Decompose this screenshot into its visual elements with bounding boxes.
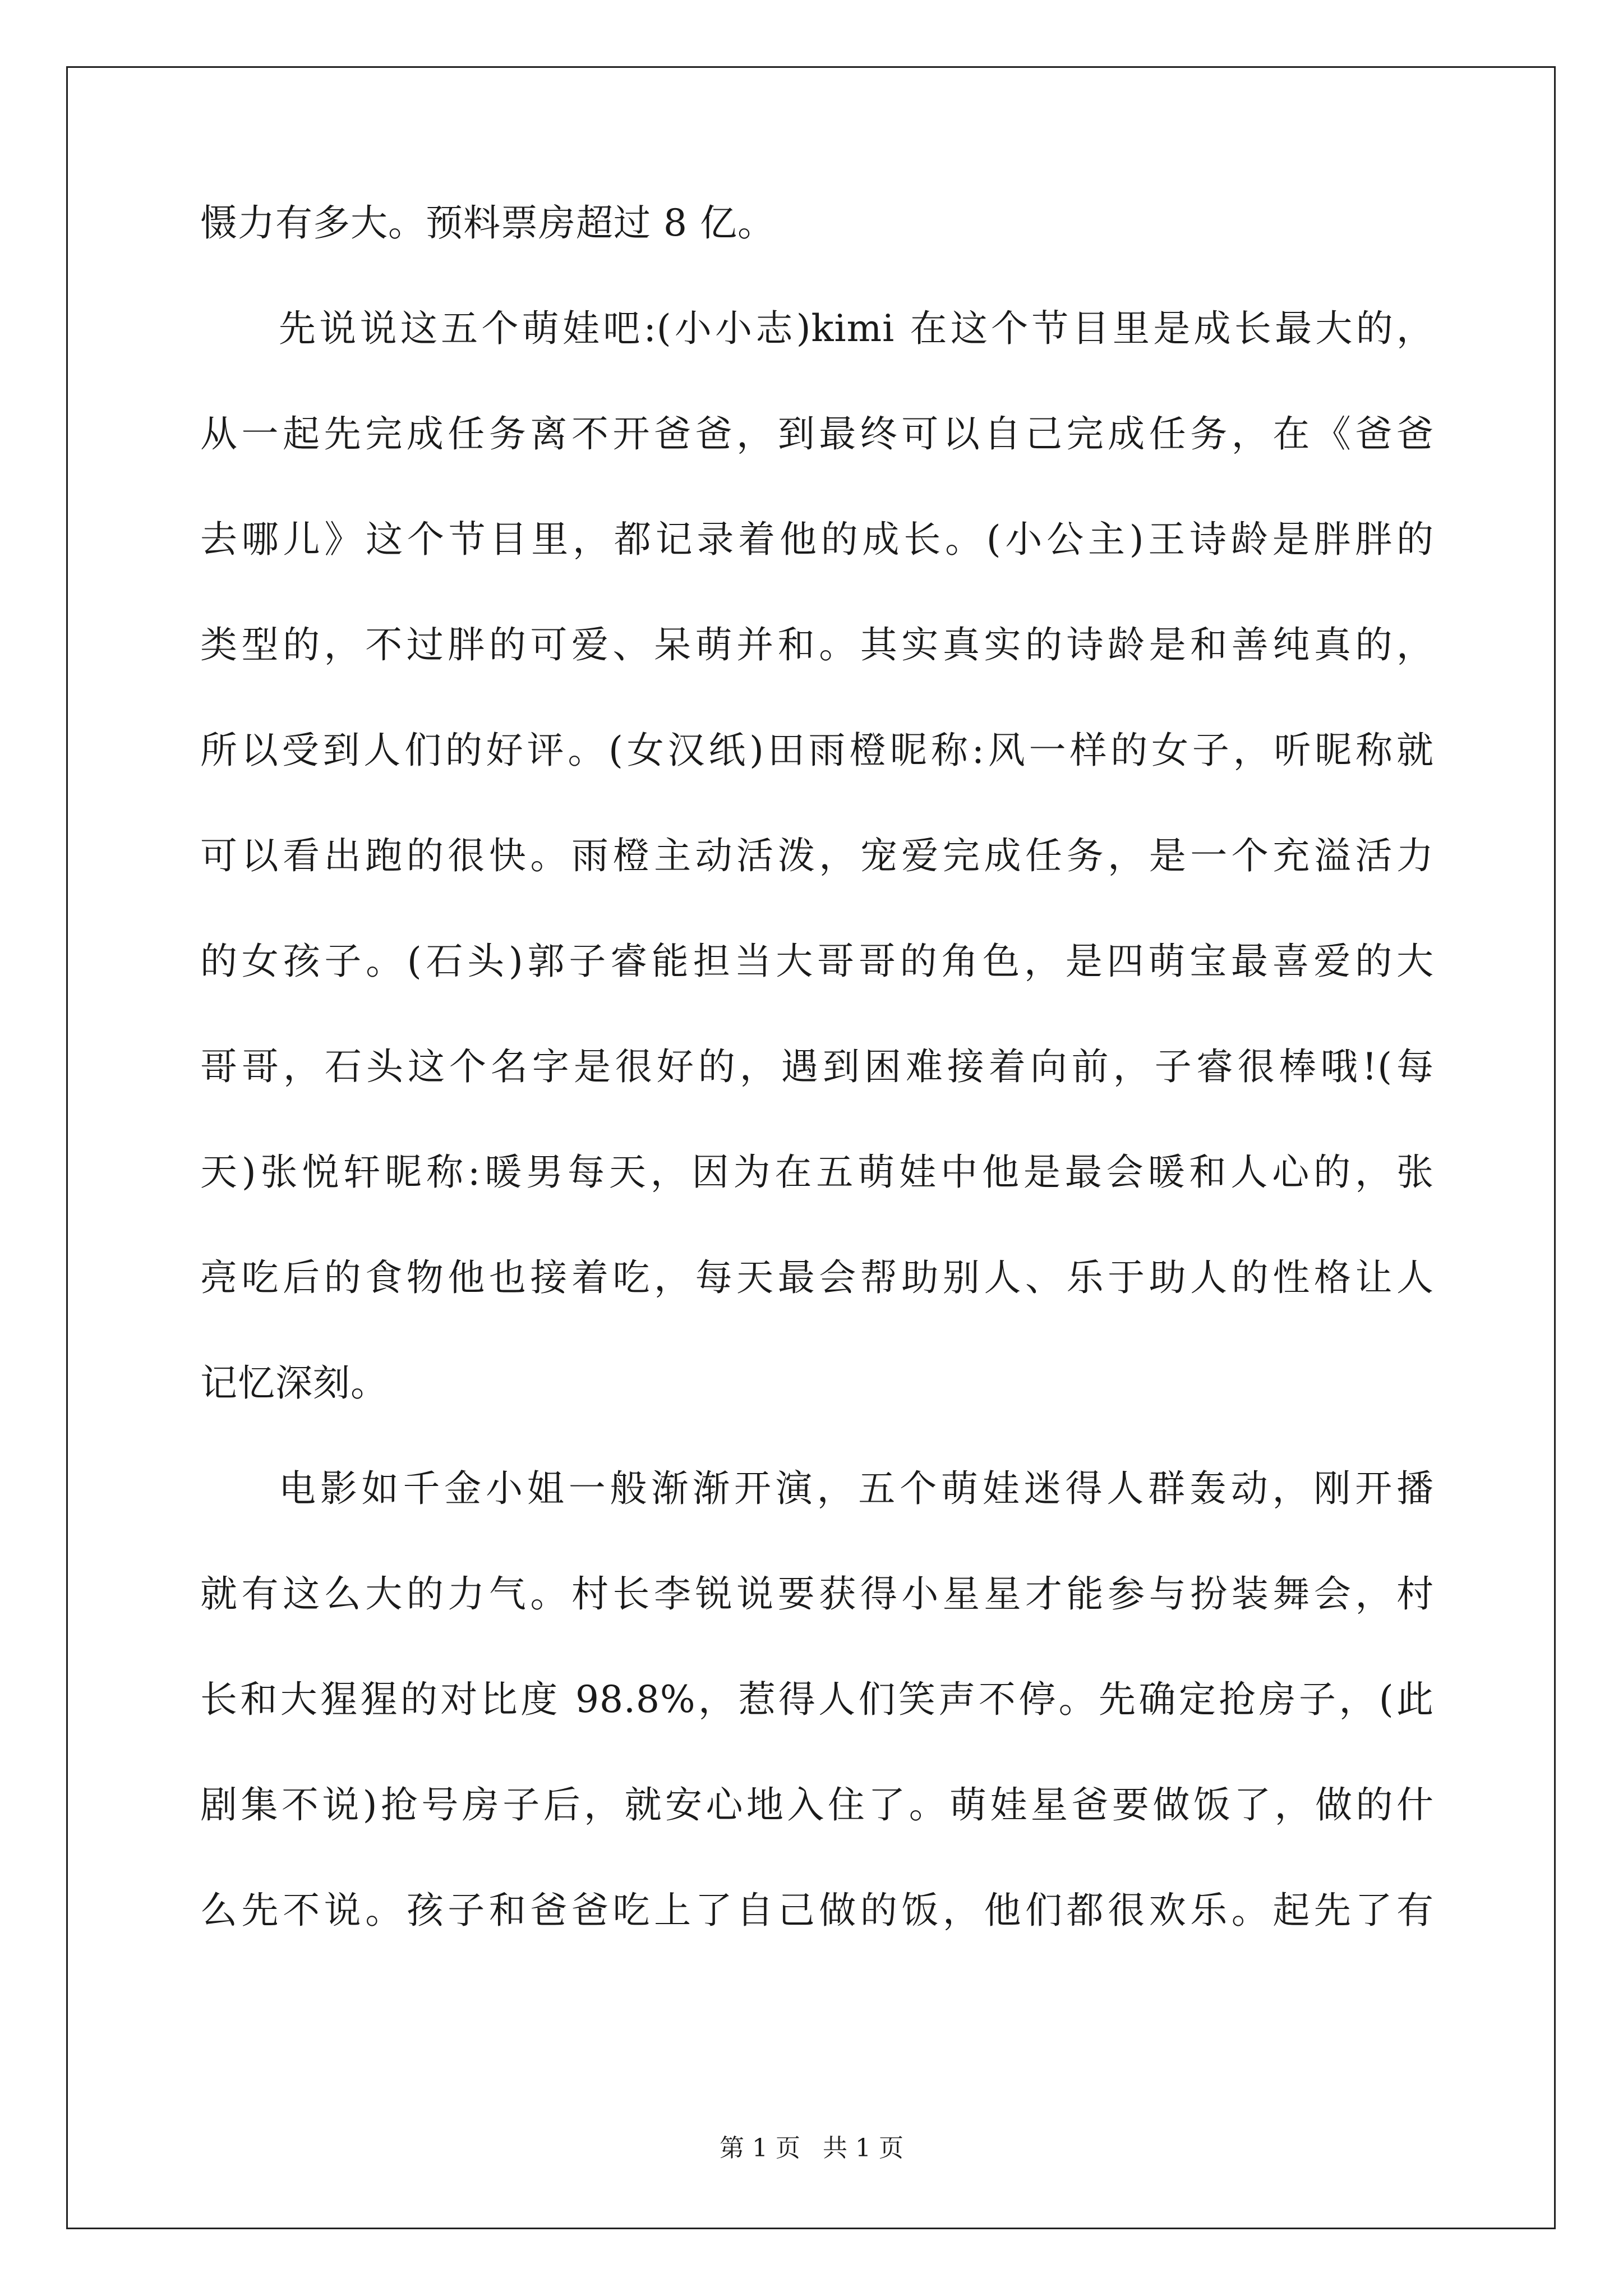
text-line: 去哪儿》这个节目里，都记录着他的成长。(小公主)王诗龄是胖胖的: [200, 518, 1434, 561]
text-line: 的女孩子。(石头)郭子睿能担当大哥哥的角色，是四萌宝最喜爱的大: [200, 940, 1434, 983]
page-total: 共 1 页: [823, 2134, 903, 2162]
text-line: 慑力有多大。预料票房超过 8 亿。: [200, 201, 775, 245]
text-line: 可以看出跑的很快。雨橙主动活泼，宠爱完成任务，是一个充溢活力: [200, 834, 1434, 877]
text-line: 亮吃后的食物他也接着吃，每天最会帮助别人、乐于助人的性格让人: [200, 1256, 1434, 1299]
paragraph-start-line: 先说说这五个萌娃吧:(小小志)kimi 在这个节目里是成长最大的，: [279, 307, 1434, 350]
text-line: 所以受到人们的好评。(女汉纸)田雨橙昵称:风一样的女子，听昵称就: [200, 729, 1434, 772]
paragraph-start-line: 电影如千金小姐一般渐渐开演，五个萌娃迷得人群轰动，刚开播: [279, 1467, 1434, 1510]
text-line: 就有这么大的力气。村长李锐说要获得小星星才能参与扮装舞会，村: [200, 1572, 1434, 1616]
page-number: 第 1 页: [720, 2134, 800, 2162]
text-line: 剧集不说)抢号房子后，就安心地入住了。萌娃星爸要做饭了，做的什: [200, 1783, 1434, 1826]
page-footer: [0, 2132, 1623, 2165]
text-line: 类型的，不过胖的可爱、呆萌并和。其实真实的诗龄是和善纯真的，: [200, 623, 1434, 666]
text-line: 天)张悦轩昵称:暖男每天，因为在五萌娃中他是最会暖和人心的，张: [200, 1151, 1434, 1194]
text-line: 么先不说。孩子和爸爸吃上了自己做的饭，他们都很欢乐。起先了有: [200, 1889, 1434, 1932]
text-line: 记忆深刻。: [200, 1361, 388, 1405]
text-line: 长和大猩猩的对比度 98.8%，惹得人们笑声不停。先确定抢房子，(此: [200, 1678, 1434, 1721]
text-line: 哥哥，石头这个名字是很好的，遇到困难接着向前，子睿很棒哦!(每: [200, 1045, 1434, 1088]
text-line: 从一起先完成任务离不开爸爸，到最终可以自己完成任务，在《爸爸: [200, 412, 1434, 455]
